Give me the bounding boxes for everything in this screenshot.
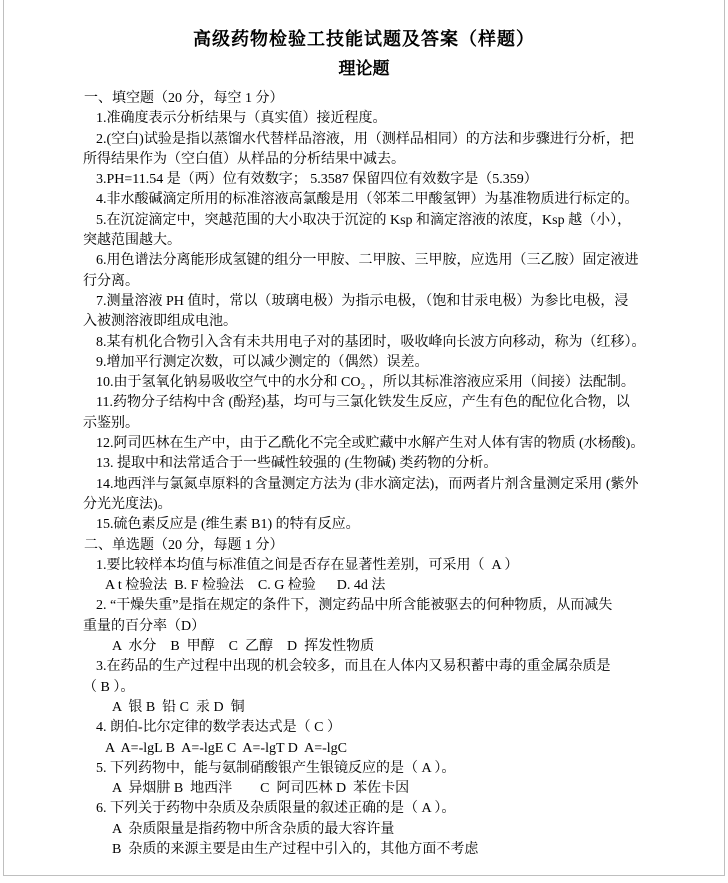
text-line-option: A A=-lgL B A=-lgE C A=-lgT D A=-lgC [105, 740, 347, 756]
text-line-option2: B 杂质的来源主要是由生产过程中引入的，其他方面不考虑 [112, 841, 479, 857]
text-line-question: 3.在药品的生产过程中出现的机会较多，而且在人体内又易积蓄中毒的重金属杂质是 [96, 659, 611, 675]
text-line-question: 4.非水酸碱滴定所用的标准溶液高氯酸是用（邻苯二甲酸氢钾）为基准物质进行标定的。 [96, 192, 639, 208]
text-line-option2: A 杂质限量是指药物中所含杂质的最大容许量 [112, 821, 395, 837]
document-body [4, 78, 724, 860]
text-line-question: 4. 朗伯-比尔定律的数学表达式是（ C ） [96, 720, 341, 736]
text-line-cont: （ B ）。 [83, 679, 135, 695]
text-line-option2: A 银 B 铅 C 汞 D 铜 [112, 699, 245, 715]
text-line-cont: 所得结果作为（空白值）从样品的分析结果中减去。 [83, 151, 405, 167]
section-subtitle: 理论题 [338, 59, 390, 78]
text-line-question: 6.用色谱法分离能形成氢键的组分一甲胺、二甲胺、三甲胺，应选用（三乙胺）固定液进 [96, 253, 639, 269]
page-title: 高级药物检验工技能试题及答案（样题） [193, 29, 535, 49]
text-line-question: 8.某有机化合物引入含有未共用电子对的基团时，吸收峰向长波方向移动，称为（红移）。 [96, 334, 646, 350]
text-line-option2: A 异烟肼 B 地西泮 C 阿司匹林 D 苯佐卡因 [112, 781, 410, 797]
text-line-heading: 一、填空题（20 分，每空 1 分） [84, 91, 284, 106]
text-line-heading: 二、单选题（20 分，每题 1 分） [84, 537, 284, 553]
text-line-option2: A 水分 B 甲醇 C 乙醇 D 挥发性物质 [112, 639, 375, 655]
document-page [3, 0, 725, 876]
text-line-cont: 示鉴别。 [83, 415, 139, 431]
text-line-question: 11.药物分子结构中含 (酚羟)基，均可与三氯化铁发生反应，产生有色的配位化合物，以 [96, 395, 630, 411]
text-line-question: 2. “干燥失重”是指在规定的条件下，测定药品中所含能被驱去的何种物质，从而减失 [96, 598, 613, 614]
text-line-question: 5.在沉淀滴定中，突越范围的大小取决于沉淀的 Ksp 和滴定溶液的浓度，Ksp 越（小）， [96, 212, 632, 228]
text-line-cont: 入被测溶液即组成电池。 [83, 314, 237, 330]
text-line-question: 1.要比较样本均值与标准值之间是否存在显著性差别，可采用（ A ） [96, 557, 519, 573]
text-line-question: 5. 下列药物中，能与氨制硝酸银产生银镜反应的是（ A ）。 [96, 760, 456, 776]
text-line-cont: 突越范围越大。 [83, 233, 181, 249]
text-line-question: 14.地西泮与氯氮卓原料的含量测定方法为 (非水滴定法)，而两者片剂含量测定采用 (紫外 [96, 476, 639, 492]
text-line-cont: 重量的百分率（D） [83, 618, 206, 634]
text-line-question: 9.增加平行测定次数，可以减少测定的（偶然）误差。 [96, 354, 429, 370]
text-line-question: 12.阿司匹林在生产中，由于乙酰化不完全或贮藏中水解产生对人体有害的物质 (水杨酸)。 [96, 436, 645, 452]
text-line-question: 3.PH=11.54 是（两）位有效数字； 5.3587 保留四位有效数字是（5.359） [96, 172, 538, 188]
text-line-cont: 行分离。 [83, 273, 139, 289]
text-line-option: A t 检验法 B. F 检验法 C. G 检验 D. 4d 法 [105, 578, 386, 594]
text-line-question: 13. 提取中和法常适合于一些碱性较强的 (生物碱) 类药物的分析。 [96, 456, 498, 472]
text-line-question: 6. 下列关于药物中杂质及杂质限量的叙述正确的是（ A ）。 [96, 801, 456, 817]
text-line-question: 2.(空白)试验是指以蒸馏水代替样品溶液，用（测样品相同）的方法和步骤进行分析，把 [96, 131, 634, 147]
text-line-question: 7.测量溶液 PH 值时，常以（玻璃电极）为指示电极，（饱和甘汞电极）为参比电极，浸 [96, 293, 629, 309]
text-line-question: 15.硫色素反应是 (维生素 B1) 的特有反应。 [96, 517, 360, 533]
text-line-question: 1.准确度表示分析结果与（真实值）接近程度。 [96, 111, 387, 127]
text-line-question: 10.由于氢氧化钠易吸收空气中的水分和 CO₂ ，所以其标准溶液应采用（间接）法配制。 [96, 375, 635, 391]
text-line-cont: 分光光度法)。 [83, 496, 172, 512]
